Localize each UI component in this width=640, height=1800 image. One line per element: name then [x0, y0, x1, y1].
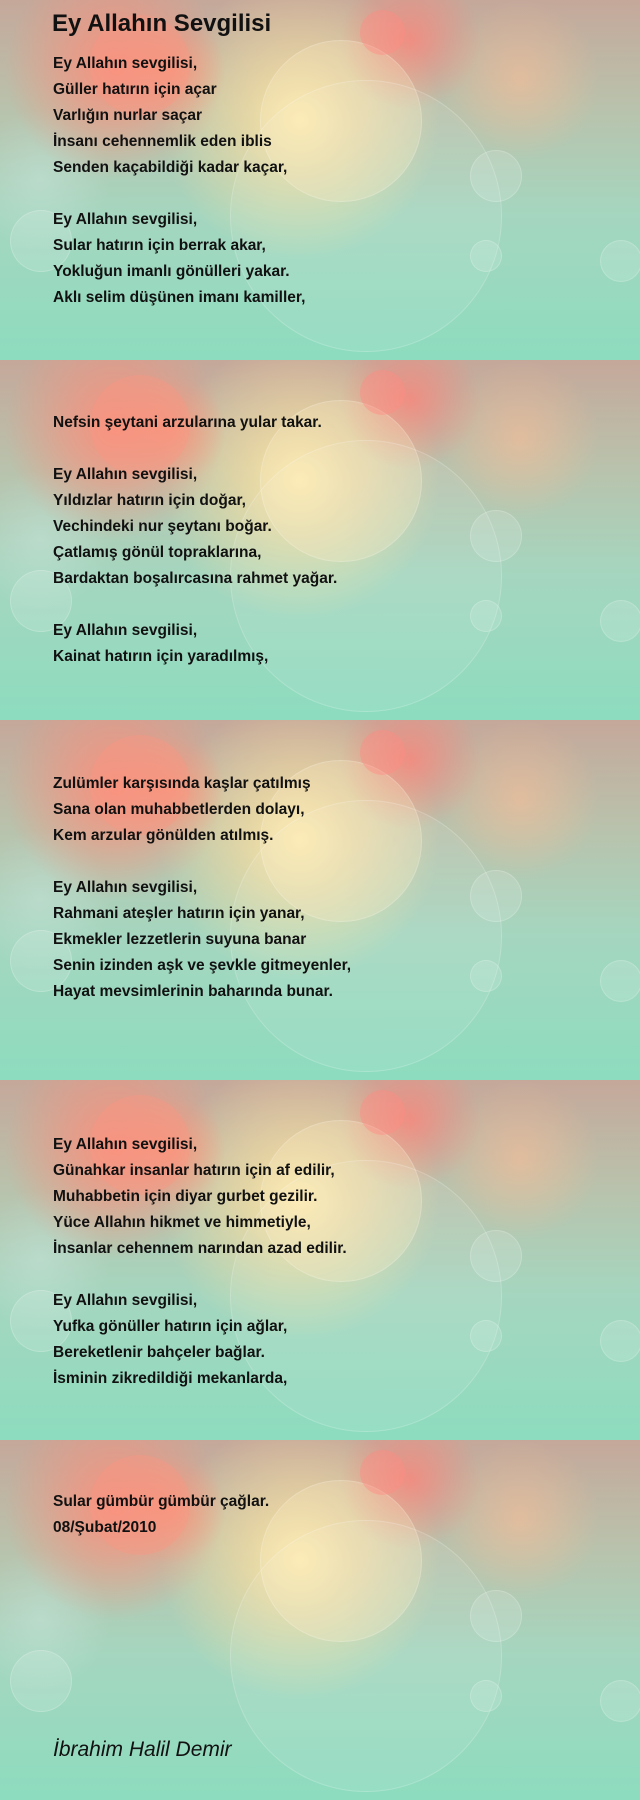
poem-line: Varlığın nurlar saçar: [53, 107, 203, 124]
poem-line: İsminin zikredildiği mekanlarda,: [53, 1370, 288, 1387]
poem-line: Ey Allahın sevgilisi,: [53, 1136, 198, 1153]
poem-line: Yokluğun imanlı gönülleri yakar.: [53, 263, 290, 280]
poem-line: Ey Allahın sevgilisi,: [53, 466, 198, 483]
poem-line: Muhabbetin için diyar gurbet gezilir.: [53, 1188, 318, 1205]
poem-text: [53, 1132, 347, 1392]
poem-line: Sular hatırın için berrak akar,: [53, 237, 266, 254]
poem-line: Nefsin şeytani arzularına yular takar.: [53, 414, 322, 431]
poem-line: Sana olan muhabbetlerden dolayı,: [53, 801, 305, 818]
poem-panel-5: [0, 1440, 640, 1800]
poem-line: Ey Allahın sevgilisi,: [53, 1292, 198, 1309]
poem-line: Ey Allahın sevgilisi,: [53, 211, 198, 228]
stanza: [53, 1132, 347, 1262]
poem-text: [53, 51, 305, 311]
poem-line: 08/Şubat/2010: [53, 1519, 157, 1536]
stanza: [53, 1489, 269, 1541]
poem-line: Yıldızlar hatırın için doğar,: [53, 492, 246, 509]
poem-line: İnsanlar cehennem narından azad edilir.: [53, 1240, 347, 1257]
poem-line: Ekmekler lezzetlerin suyuna banar: [53, 931, 307, 948]
stanza: [53, 51, 305, 181]
poem-line: İnsanı cehennemlik eden iblis: [53, 133, 272, 150]
poem-line: Bardaktan boşalırcasına rahmet yağar.: [53, 570, 338, 587]
stanza: [53, 410, 337, 436]
poem-line: Kem arzular gönülden atılmış.: [53, 827, 274, 844]
poem-panel-1: [0, 0, 640, 360]
poem-author: İbrahim Halil Demir: [53, 1738, 232, 1761]
poem-line: Çatlamış gönül topraklarına,: [53, 544, 262, 561]
poem-line: Ey Allahın sevgilisi,: [53, 879, 198, 896]
poem-line: Rahmani ateşler hatırın için yanar,: [53, 905, 305, 922]
poem-line: Senin izinden aşk ve şevkle gitmeyenler,: [53, 957, 352, 974]
poem-line: Hayat mevsimlerinin baharında bunar.: [53, 983, 333, 1000]
poem-title: Ey Allahın Sevgilisi: [52, 10, 272, 37]
stanza: [53, 618, 337, 670]
stanza: [53, 771, 351, 849]
poem-line: Bereketlenir bahçeler bağlar.: [53, 1344, 265, 1361]
poem-line: Günahkar insanlar hatırın için af edilir,: [53, 1162, 335, 1179]
poem-line: Vechindeki nur şeytanı boğar.: [53, 518, 272, 535]
stanza: [53, 1288, 347, 1392]
poem-panel-3: [0, 720, 640, 1080]
poem-line: Sular gümbür gümbür çağlar.: [53, 1493, 270, 1510]
poem-panel-4: [0, 1080, 640, 1440]
poem-line: Zulümler karşısında kaşlar çatılmış: [53, 775, 311, 792]
poem-line: Aklı selim düşünen imanı kamiller,: [53, 289, 306, 306]
poem-line: Ey Allahın sevgilisi,: [53, 55, 198, 72]
poem-text: [53, 410, 337, 670]
stanza: [53, 875, 351, 1005]
poem-line: Güller hatırın için açar: [53, 81, 217, 98]
poem-line: Ey Allahın sevgilisi,: [53, 622, 198, 639]
stanza: [53, 207, 305, 311]
poem-panel-2: [0, 360, 640, 720]
poem-line: Yüce Allahın hikmet ve himmetiyle,: [53, 1214, 311, 1231]
stanza: [53, 462, 337, 592]
poem-text: [53, 771, 351, 1005]
poem-line: Yufka gönüller hatırın için ağlar,: [53, 1318, 288, 1335]
poem-line: Kainat hatırın için yaradılmış,: [53, 648, 269, 665]
poem-text: [53, 1489, 269, 1541]
poem-line: Senden kaçabildiği kadar kaçar,: [53, 159, 288, 176]
